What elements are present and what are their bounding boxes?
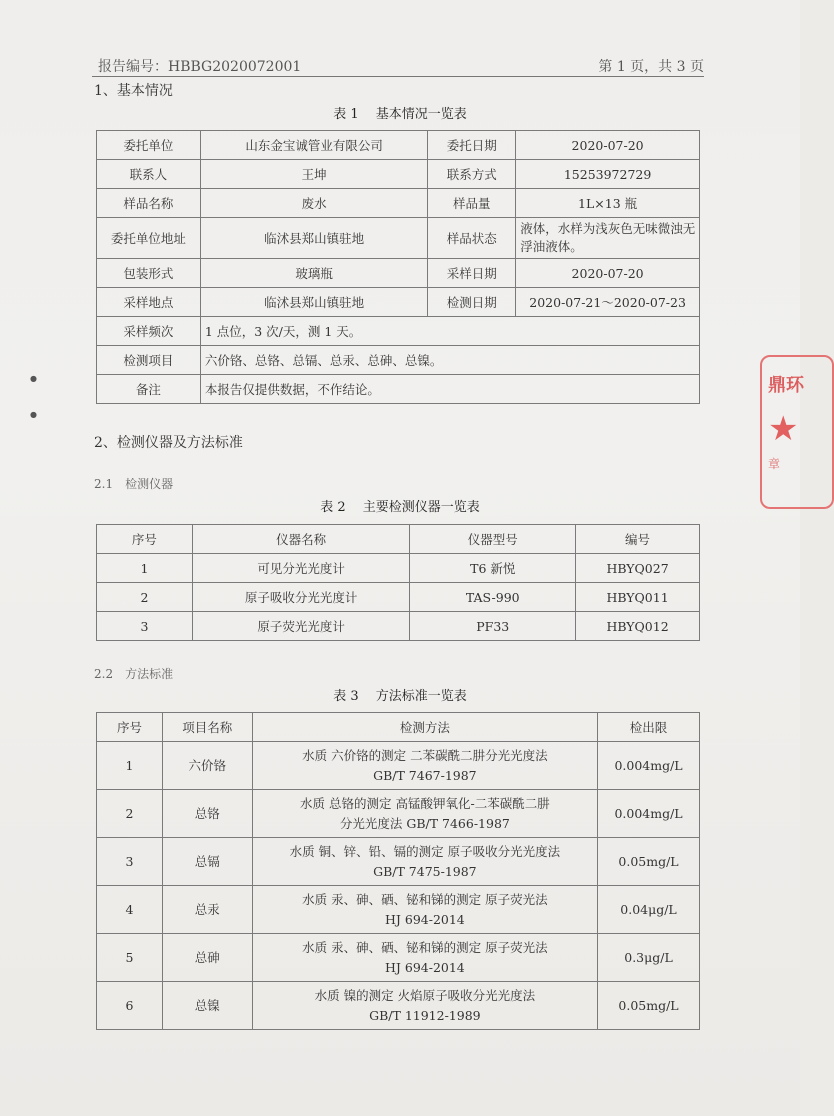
table-cell: 0.05mg/L [598,838,700,886]
table-cell: 总砷 [162,934,252,982]
method-line: 水质 总铬的测定 高锰酸钾氧化-二苯碳酰二肼 [300,795,550,811]
table-cell: 委托日期 [428,131,516,160]
table-cell [252,838,597,886]
table-header-row [97,713,700,742]
table-cell: 2 [97,790,163,838]
report-number: 报告编号：HBBG2020072001 [98,59,302,75]
table-row [97,838,700,886]
table-cell: HBYQ027 [576,554,700,583]
section2-1-title: 2.1 检测仪器 [94,477,174,491]
table-row [97,160,700,189]
table-cell: 废水 [200,189,428,218]
table-row [97,934,700,982]
method-line: 水质 镍的测定 火焰原子吸收分光光度法 [314,987,536,1003]
column-header: 检出限 [598,713,700,742]
table-cell: 2020-07-20 [516,259,700,288]
column-header: 序号 [97,713,163,742]
method-standard: GB/T 7475-1987 [373,863,477,879]
table-row [97,554,700,583]
column-header: 仪器名称 [192,525,410,554]
table-row [97,218,700,259]
column-header: 仪器型号 [410,525,576,554]
table-cell: 联系人 [97,160,201,189]
table-cell: 采样日期 [428,259,516,288]
table-cell: 检测日期 [428,288,516,317]
table-row [97,131,700,160]
table-cell: 王坤 [200,160,428,189]
table-cell: 0.3μg/L [598,934,700,982]
table-cell: 原子荧光光度计 [192,612,410,641]
method-table [96,712,700,1030]
method-line: 水质 汞、砷、硒、铋和锑的测定 原子荧光法 [302,939,548,955]
method-line: 水质 汞、砷、硒、铋和锑的测定 原子荧光法 [302,891,548,907]
table-cell: 总镍 [162,982,252,1030]
table-cell [252,886,597,934]
table-cell: 采样频次 [97,317,201,346]
table-cell: 采样地点 [97,288,201,317]
table-cell: 可见分光光度计 [192,554,410,583]
table-cell: TAS-990 [410,583,576,612]
seal-mark: 章 [768,457,781,471]
table-cell: 0.04μg/L [598,886,700,934]
table-row [97,583,700,612]
table-row [97,742,700,790]
method-line: 水质 六价铬的测定 二苯碳酰二肼分光光度法 [302,747,548,763]
table-cell: 山东金宝诚管业有限公司 [200,131,428,160]
method-standard: 分光光度法 GB/T 7466-1987 [339,815,510,831]
table-cell: 样品名称 [97,189,201,218]
table-row [97,612,700,641]
table-cell: 总镉 [162,838,252,886]
table-row [97,375,700,404]
table-cell [252,790,597,838]
table-cell: 3 [97,838,163,886]
section2-2-title: 2.2 方法标准 [94,667,174,681]
table-cell: 2020-07-20 [516,131,700,160]
table-cell: 0.004mg/L [598,790,700,838]
header-divider [92,76,704,77]
table-cell: 本报告仅提供数据，不作结论。 [200,375,699,404]
table3-caption: 表 3 方法标准一览表 [333,689,467,704]
table-cell: 1 [97,742,163,790]
table-cell: 六价铬 [162,742,252,790]
table-cell: 6 [97,982,163,1030]
binding-marks: ● ● [30,374,37,419]
table-cell: 总汞 [162,886,252,934]
table-row [97,790,700,838]
table-cell: 1 点位，3 次/天，测 1 天。 [200,317,699,346]
table-cell: 原子吸收分光光度计 [192,583,410,612]
table-cell: HBYQ012 [576,612,700,641]
table-cell: 15253972729 [516,160,700,189]
table-row [97,982,700,1030]
column-header: 序号 [97,525,193,554]
star-icon: ★ [768,409,799,449]
section1-title: 1、基本情况 [94,83,173,99]
table-cell: 备注 [97,375,201,404]
table-cell: 检测项目 [97,346,201,375]
table-cell: PF33 [410,612,576,641]
table-cell: 液体，水样为浅灰色无味微浊无浮油液体。 [516,218,700,259]
table1-caption: 表 1 基本情况一览表 [333,107,467,122]
section2-title: 2、检测仪器及方法标准 [94,435,243,451]
table-cell: 3 [97,612,193,641]
table-header-row [97,525,700,554]
table-cell: T6 新悦 [410,554,576,583]
method-line: 水质 铜、锌、铅、镉的测定 原子吸收分光光度法 [289,843,561,859]
table-cell: 2 [97,583,193,612]
table-cell: 0.05mg/L [598,982,700,1030]
table-cell: 临沭县郑山镇驻地 [200,218,428,259]
table-cell: 临沭县郑山镇驻地 [200,288,428,317]
table-row [97,886,700,934]
column-header: 编号 [576,525,700,554]
table-cell: 委托单位地址 [97,218,201,259]
instrument-table [96,524,700,641]
official-seal [760,355,834,509]
table-cell: 包装形式 [97,259,201,288]
table-cell: 1 [97,554,193,583]
table-row [97,317,700,346]
table-cell [252,982,597,1030]
page-info: 第 1 页，共 3 页 [598,59,704,75]
table-cell [252,934,597,982]
table-cell: 委托单位 [97,131,201,160]
table-row [97,259,700,288]
table-cell: 0.004mg/L [598,742,700,790]
column-header: 检测方法 [252,713,597,742]
table-row [97,288,700,317]
table-cell: 六价铬、总铬、总镉、总汞、总砷、总镍。 [200,346,699,375]
seal-text: 鼎环 [768,375,804,396]
basic-info-table [96,130,700,404]
table-cell: 总铬 [162,790,252,838]
table-cell: 联系方式 [428,160,516,189]
table-cell: 5 [97,934,163,982]
method-standard: HJ 694-2014 [384,911,465,927]
table-row [97,346,700,375]
table-cell: HBYQ011 [576,583,700,612]
table-cell: 样品量 [428,189,516,218]
method-standard: GB/T 7467-1987 [373,767,477,783]
table-row [97,189,700,218]
table-cell: 1L×13 瓶 [516,189,700,218]
table-cell [252,742,597,790]
table-cell: 4 [97,886,163,934]
table2-caption: 表 2 主要检测仪器一览表 [320,500,480,515]
method-standard: GB/T 11912-1989 [369,1007,481,1023]
table-cell: 2020-07-21～2020-07-23 [516,288,700,317]
table-cell: 样品状态 [428,218,516,259]
column-header: 项目名称 [162,713,252,742]
method-standard: HJ 694-2014 [384,959,465,975]
table-cell: 玻璃瓶 [200,259,428,288]
